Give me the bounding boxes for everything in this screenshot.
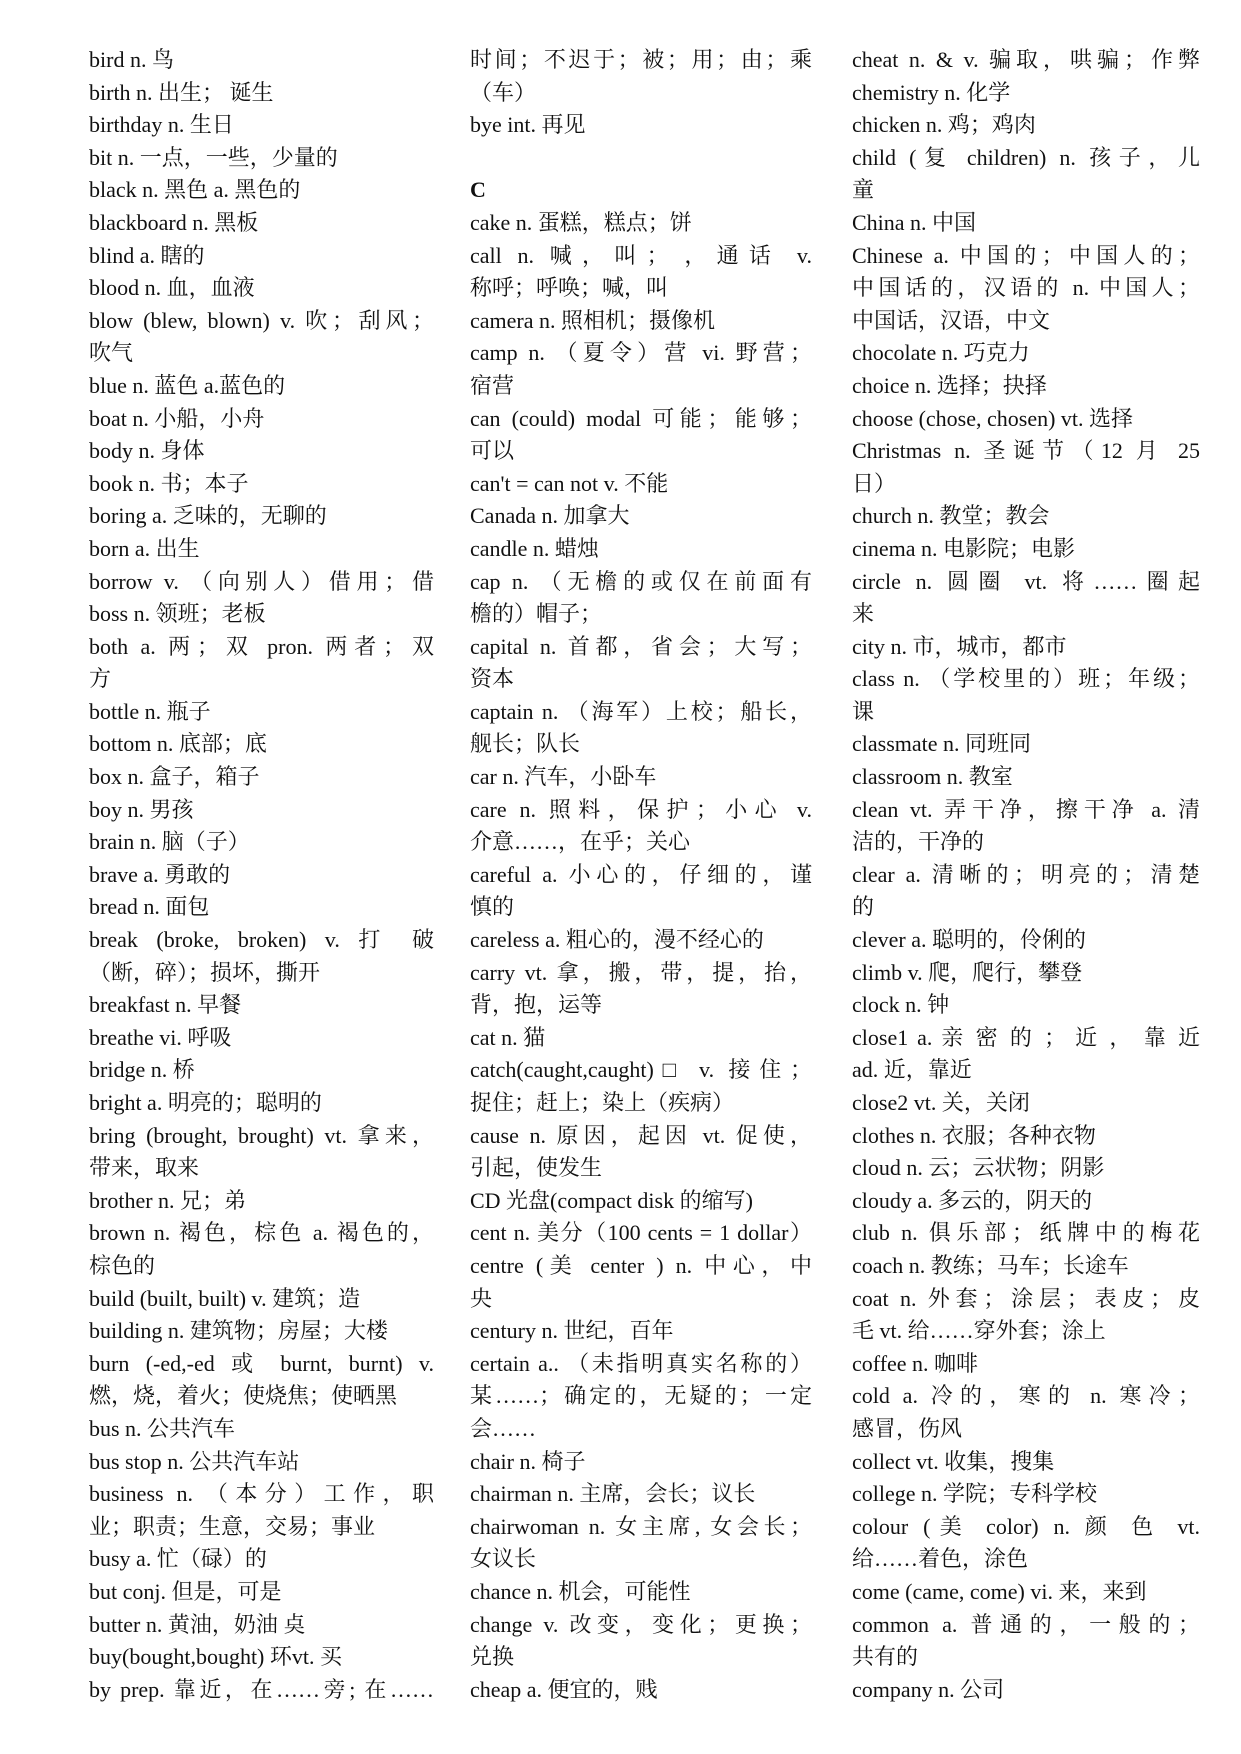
column-2 [470, 44, 812, 1706]
entry-line: boat n. 小船，小舟 [89, 405, 265, 431]
entry-line: box n. 盒子，箱子 [89, 764, 260, 790]
entry-line: 捉住；赶上；染上（疾病） [470, 1090, 735, 1115]
entry-line: 背，抱，运等 [470, 992, 603, 1018]
entry-line: China n. 中国 [852, 209, 977, 235]
entry-line: certain a.. （未指明真实名称的） [470, 1350, 812, 1376]
entry-line: blackboard n. 黑板 [89, 209, 259, 235]
entry-line: butter n. 黄油，奶油 奌 [89, 1611, 306, 1637]
entry-line: birth n. 出生； 诞生 [89, 79, 274, 105]
entry-line: choice n. 选择；抉择 [852, 372, 1047, 398]
entry-line: camera n. 照相机；摄像机 [470, 307, 715, 333]
entry-line: clothes n. 衣服；各种衣物 [852, 1122, 1096, 1148]
entry-line: church n. 教堂；教会 [852, 503, 1050, 529]
entry-line: CD 光盘(compact disk 的缩写) [470, 1187, 753, 1213]
entry-line: （车） [470, 79, 537, 105]
entry-line: bit n. 一点，一些，少量的 [89, 144, 338, 170]
entry-line: 童 [852, 177, 875, 203]
entry-line: clock n. 钟 [852, 992, 950, 1018]
entry-line: 棕色的 [89, 1252, 156, 1278]
entry-line: boss n. 领班；老板 [89, 601, 266, 627]
entry-line: 洁的，干净的 [852, 829, 985, 855]
entry-line: 介意……，在乎；关心 [470, 829, 691, 855]
entry-line: collect vt. 收集，搜集 [852, 1448, 1055, 1474]
entry-line: blind a. 瞎的 [89, 242, 205, 268]
entry-line: breathe vi. 呼吸 [89, 1024, 232, 1050]
entry-line: centre (美 center ) n. 中心，中 [470, 1252, 812, 1278]
entry-line: carry vt. 拿，搬，带，提，抬， [470, 959, 812, 985]
entry-line: class n. （学校里的）班；年级； [852, 666, 1200, 692]
entry-line: 课 [852, 698, 875, 724]
entry-line: but conj. 但是，可是 [89, 1578, 282, 1604]
entry-line: buy(bought,bought) 环vt. 买 [89, 1644, 342, 1670]
entry-line: car n. 汽车，小卧车 [470, 764, 657, 790]
entry-line: Canada n. 加拿大 [470, 503, 630, 529]
entry-line: 给……着色，涂色 [852, 1546, 1029, 1572]
entry-line: 的 [852, 894, 875, 920]
entry-line: brain n. 脑（子） [89, 829, 250, 855]
entry-line: can (could) modal 可能；能够； [470, 405, 812, 431]
entry-line: breakfast n. 早餐 [89, 992, 242, 1018]
entry-line: bread n. 面包 [89, 894, 210, 920]
entry-line: cold a. 冷的，寒的 n. 寒冷； [852, 1383, 1200, 1409]
entry-line: century n. 世纪，百年 [470, 1318, 674, 1344]
entry-line: ad. 近，靠近 [852, 1057, 972, 1083]
entry-line: classmate n. 同班同 [852, 731, 1032, 757]
entry-line: coat n. 外套；涂层；表皮；皮 [852, 1285, 1200, 1311]
entry-line: cheap a. 便宜的，贱 [470, 1676, 658, 1702]
entry-line: 引起，使发生 [470, 1155, 603, 1181]
entry-line: 会…… [470, 1415, 537, 1441]
entry-line: （断，碎）；损坏，撕开 [89, 959, 321, 985]
entry-line: bright a. 明亮的；聪明的 [89, 1090, 322, 1115]
entry-line: 称呼；呼唤；喊，叫 [470, 275, 669, 301]
entry-line: cake n. 蛋糕，糕点；饼 [470, 209, 692, 235]
entry-line: classroom n. 教室 [852, 764, 1013, 790]
column-3 [852, 44, 1200, 1706]
entry-line: by prep. 靠近，在……旁; 在…… [89, 1676, 434, 1702]
entry-line: cloudy a. 多云的，阴天的 [852, 1187, 1093, 1213]
entry-line: company n. 公司 [852, 1676, 1005, 1702]
entry-line: capital n. 首都，省会；大写； [470, 633, 812, 659]
entry-line: chicken n. 鸡；鸡肉 [852, 112, 1036, 138]
entry-line: born a. 出生 [89, 535, 200, 561]
entry-line: catch(caught,caught)□ v. 接住； [470, 1057, 812, 1083]
entry-line: chemistry n. 化学 [852, 79, 1011, 105]
entry-line: clear a. 清晰的；明亮的；清楚 [852, 861, 1200, 887]
entry-line: blow (blew, blown) v. 吹；刮风； [89, 307, 434, 333]
entry-line: can't = can not v. 不能 [470, 470, 669, 496]
entry-line: chairwoman n. 女主席, 女会长； [470, 1513, 812, 1539]
entry-line: cloud n. 云；云状物；阴影 [852, 1155, 1105, 1181]
entry-line: circle n. 圆圈 vt. 将……圈起 [852, 568, 1200, 594]
entry-line: cent n. 美分（100 cents = 1 dollar） [470, 1220, 812, 1246]
entry-line: climb v. 爬，爬行，攀登 [852, 959, 1083, 985]
entry-line: 燃，烧，着火；使烧焦；使晒黑 [89, 1383, 398, 1409]
entry-line: Chinese a. 中国的；中国人的； [852, 242, 1200, 268]
entry-line: cause n. 原因，起因 vt. 促使， [470, 1122, 812, 1148]
entry-line: city n. 市，城市，都市 [852, 633, 1067, 659]
entry-line: 资本 [470, 666, 515, 692]
entry-line: 毛 vt. 给……穿外套；涂上 [852, 1318, 1106, 1344]
entry-line: cheat n. & v. 骗取，哄骗；作弊 [852, 47, 1200, 72]
entry-line: black n. 黑色 a. 黑色的 [89, 177, 301, 203]
entry-line: birthday n. 生日 [89, 112, 234, 138]
entry-line: borrow v. （向别人）借用；借 [89, 568, 434, 594]
entry-line: chocolate n. 巧克力 [852, 340, 1030, 366]
entry-line: 带来，取来 [89, 1155, 200, 1181]
entry-line: Christmas n. 圣诞节（12 月 25 [852, 438, 1200, 464]
entry-line: bye int. 再见 [470, 112, 586, 138]
entry-line: 某……；确定的，无疑的；一定 [470, 1383, 812, 1409]
entry-line: care n. 照料，保护；小心 v. [470, 796, 812, 822]
entry-line: boring a. 乏味的，无聊的 [89, 503, 327, 529]
entry-line: 檐的）帽子； [470, 601, 603, 627]
blank-line [470, 142, 812, 175]
entry-line: 共有的 [852, 1644, 919, 1670]
entry-line: change v. 改变，变化；更换； [470, 1611, 812, 1637]
entry-line: boy n. 男孩 [89, 796, 194, 822]
entry-line: 日） [852, 470, 897, 496]
entry-line: bus stop n. 公共汽车站 [89, 1448, 300, 1474]
entry-line: build (built, built) v. 建筑；造 [89, 1285, 361, 1311]
entry-line: busy a. 忙（碌）的 [89, 1546, 267, 1572]
entry-line: 慎的 [470, 894, 515, 920]
entry-line: colour (美 color) n. 颜 色 vt. [852, 1513, 1200, 1539]
entry-line: blue n. 蓝色 a.蓝色的 [89, 372, 286, 398]
column-1 [89, 44, 434, 1706]
entry-line: 感冒，伤风 [852, 1415, 963, 1441]
entry-line: 时间；不迟于；被；用；由；乘 [470, 47, 812, 72]
entry-line: captain n. （海军）上校；船长， [470, 698, 812, 724]
entry-line: club n. 俱乐部；纸牌中的梅花 [852, 1220, 1200, 1246]
entry-line: common a. 普通的，一般的； [852, 1611, 1200, 1637]
entry-line: close2 vt. 关，关闭 [852, 1090, 1030, 1115]
entry-line: 方 [89, 666, 112, 692]
entry-line: brother n. 兄；弟 [89, 1187, 247, 1213]
entry-line: 舰长；队长 [470, 731, 581, 757]
entry-line: body n. 身体 [89, 438, 205, 464]
entry-line: careless a. 粗心的，漫不经心的 [470, 927, 764, 953]
entry-line: child (复 children) n. 孩子，儿 [852, 144, 1200, 170]
entry-line: brown n. 褐色，棕色 a. 褐色的， [89, 1220, 434, 1246]
entry-line: 兑换 [470, 1644, 515, 1670]
entry-line: brave a. 勇敢的 [89, 861, 231, 887]
entry-line: break (broke, broken) v. 打 破 [89, 927, 434, 953]
entry-line: college n. 学院；专科学校 [852, 1481, 1098, 1507]
entry-line: clever a. 聪明的，伶俐的 [852, 927, 1086, 953]
section-heading: C [470, 177, 486, 203]
entry-line: cap n. （无檐的或仅在前面有 [470, 568, 812, 594]
entry-line: coffee n. 咖啡 [852, 1350, 979, 1376]
entry-line: chance n. 机会，可能性 [470, 1578, 691, 1604]
entry-line: cat n. 猫 [470, 1024, 546, 1050]
entry-line: 来 [852, 601, 875, 627]
entry-line: close1 a. 亲 密 的 ； 近 ， 靠 近 [852, 1024, 1200, 1050]
entry-line: both a. 两；双 pron. 两者；双 [89, 633, 434, 659]
entry-line: 宿营 [470, 372, 515, 398]
entry-line: bottle n. 瓶子 [89, 698, 211, 724]
entry-line: bring (brought, brought) vt. 拿来， [89, 1122, 434, 1148]
entry-line: bottom n. 底部；底 [89, 731, 267, 757]
entry-line: 中国话，汉语，中文 [852, 307, 1051, 333]
entry-line: careful a. 小心的，仔细的，谨 [470, 861, 812, 887]
entry-line: 吹气 [89, 340, 134, 366]
entry-line: burn (-ed,-ed 或 burnt, burnt) v. [89, 1350, 434, 1376]
entry-line: blood n. 血，血液 [89, 275, 255, 301]
entry-line: cinema n. 电影院；电影 [852, 535, 1076, 561]
entry-line: bus n. 公共汽车 [89, 1415, 236, 1441]
entry-line: chairman n. 主席，会长；议长 [470, 1481, 756, 1507]
entry-line: 业；职责；生意，交易；事业 [89, 1513, 376, 1539]
entry-line: business n. （本分）工作，职 [89, 1481, 434, 1507]
entry-line: candle n. 蜡烛 [470, 535, 599, 561]
entry-line: choose (chose, chosen) vt. 选择 [852, 405, 1134, 431]
entry-line: chair n. 椅子 [470, 1448, 586, 1474]
entry-line: bird n. 鸟 [89, 47, 174, 72]
entry-line: 可以 [470, 438, 515, 464]
entry-line: come (came, come) vi. 来，来到 [852, 1578, 1147, 1604]
entry-line: 央 [470, 1285, 493, 1311]
entry-line: building n. 建筑物；房屋；大楼 [89, 1318, 388, 1344]
entry-line: clean vt. 弄干净，擦干净 a. 清 [852, 796, 1200, 822]
entry-line: coach n. 教练；马车；长途车 [852, 1252, 1129, 1278]
entry-line: 中国话的，汉语的 n. 中国人； [852, 275, 1200, 301]
entry-line: bridge n. 桥 [89, 1057, 195, 1083]
entry-line: call n. 喊，叫； ，通话 v. [470, 242, 812, 268]
entry-line: 女议长 [470, 1546, 537, 1572]
entry-line: camp n. （夏令）营 vi. 野营； [470, 340, 812, 366]
entry-line: book n. 书；本子 [89, 470, 249, 496]
